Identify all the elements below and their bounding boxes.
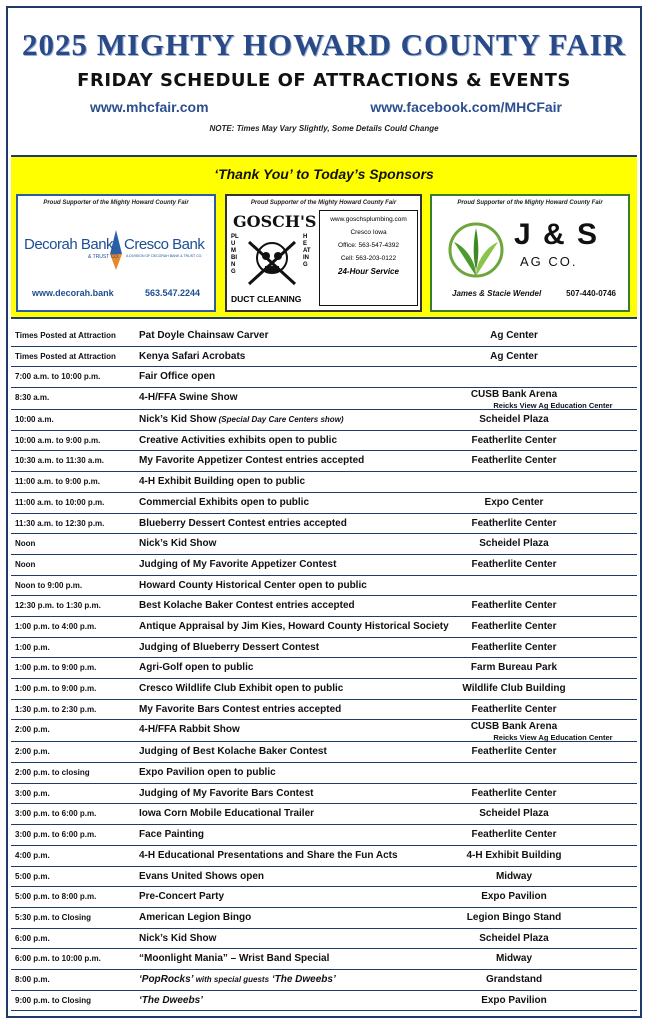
schedule-event	[139, 435, 337, 446]
skull-mascot-icon	[245, 236, 299, 288]
event-title: Howard County Historical Center open to public	[139, 579, 367, 591]
schedule-event	[139, 724, 240, 735]
bank-phone: 563.547.2244	[144, 288, 200, 298]
schedule-row	[11, 451, 637, 472]
schedule-event	[139, 351, 245, 362]
schedule-event	[139, 953, 329, 964]
schedule-location: Expo Pavilion	[481, 891, 547, 903]
schedule-row	[11, 991, 637, 1012]
schedule-event	[139, 662, 253, 673]
schedule-time: 3:00 p.m. to 6:00 p.m.	[15, 809, 97, 819]
schedule-row	[11, 410, 637, 431]
schedule-row	[11, 431, 637, 452]
schedule-row	[11, 534, 637, 555]
event-title: ‘The Dweebs’	[139, 994, 203, 1006]
event-title: Face Painting	[139, 829, 205, 841]
event-title: Nick’s Kid Show	[139, 932, 217, 944]
ad-tagline: Proud Supporter of the Mighty Howard County Fair	[457, 200, 603, 206]
schedule-location: Featherlite Center	[471, 434, 557, 446]
event-note: with special guests	[193, 974, 270, 984]
schedule-time: 5:30 p.m. to Closing	[15, 912, 92, 922]
schedule-time: 1:00 p.m.	[15, 642, 50, 652]
schedule-location: Scheidel Plaza	[479, 538, 549, 550]
schedule-time: 8:00 p.m.	[15, 974, 50, 984]
event-title: Blueberry Dessert Contest entries accepted	[139, 517, 347, 529]
event-guest: ‘The Dweebs’	[269, 973, 336, 985]
event-title: Agri-Golf open to public	[139, 662, 254, 674]
bank-name-right-sub: A DIVISION OF DECORAH BANK & TRUST CO.	[126, 254, 203, 258]
event-title: “Moonlight Mania” – Wrist Band Special	[139, 953, 330, 965]
schedule-event	[139, 371, 215, 382]
event-title: Judging of My Favorite Appetizer Contest	[139, 558, 337, 570]
schedule-event	[139, 683, 343, 694]
duct-cleaning: DUCT CLEANING	[231, 294, 302, 304]
schedule-event	[139, 518, 347, 529]
schedule-time: 11:00 a.m. to 9:00 p.m.	[15, 477, 100, 487]
event-title: Judging of My Favorite Bars Contest	[139, 787, 314, 799]
schedule-time: 6:00 p.m. to 10:00 p.m.	[15, 954, 101, 964]
event-title: ‘PopRocks’	[139, 973, 194, 985]
schedule-event	[139, 455, 364, 466]
schedule-time: 9:00 p.m. to Closing	[15, 995, 92, 1005]
schedule-event	[139, 330, 269, 341]
gosch-name: GOSCH'S	[233, 212, 317, 231]
schedule-time: Noon	[15, 559, 36, 569]
schedule-location: Midway	[495, 870, 533, 882]
schedule-location: Featherlite Center	[471, 455, 557, 467]
leaf-logo-icon	[446, 220, 506, 280]
schedule-row	[11, 846, 637, 867]
schedule-event	[139, 850, 398, 861]
schedule-time: 10:00 a.m. to 9:00 p.m.	[15, 435, 101, 445]
schedule-row	[11, 638, 637, 659]
schedule-row	[11, 887, 637, 908]
schedule-poster	[6, 6, 642, 1018]
schedule-row	[11, 576, 637, 597]
schedule-location: Legion Bingo Stand	[466, 911, 562, 923]
schedule-row	[11, 742, 637, 763]
schedule-row	[11, 970, 637, 991]
schedule-row	[11, 326, 637, 347]
event-title: Best Kolache Baker Contest entries accepted	[139, 600, 355, 612]
schedule-time: 5:00 p.m. to 8:00 p.m.	[15, 892, 97, 902]
js-sub: AG CO.	[520, 254, 578, 269]
schedule-location: CUSB Bank Arena	[470, 389, 558, 401]
sponsor-ad-js-ag	[430, 194, 630, 312]
schedule-event	[139, 974, 336, 985]
sponsor-band	[11, 155, 637, 319]
schedule-time: 8:30 a.m.	[15, 393, 50, 403]
schedule-time: 10:30 a.m. to 11:30 a.m.	[15, 456, 104, 466]
schedule-event	[139, 891, 224, 902]
schedule-event	[139, 995, 203, 1006]
event-title: Creative Activities exhibits open to public	[139, 434, 338, 446]
disclaimer-note: NOTE: Times May Vary Slightly, Some Details Could Change	[209, 124, 439, 133]
schedule-time: 7:00 a.m. to 10:00 p.m.	[15, 372, 101, 382]
event-title: My Favorite Appetizer Contest entries accepted	[139, 455, 365, 467]
event-title: Fair Office open	[139, 371, 216, 383]
schedule-row	[11, 596, 637, 617]
event-title: Pre-Concert Party	[139, 891, 225, 903]
schedule-table	[11, 326, 637, 1011]
bank-name-left: Decorah Bank	[24, 236, 114, 253]
event-title: Expo Pavilion open to public	[139, 767, 276, 779]
plumbing-word: PLUMBING	[231, 234, 239, 275]
schedule-location: CUSB Bank Arena	[470, 721, 558, 733]
gosch-contact-box	[319, 210, 418, 306]
bank-website[interactable]: www.decorah.bank	[32, 288, 114, 298]
schedule-event	[139, 600, 355, 611]
schedule-row	[11, 472, 637, 493]
poster-header	[8, 28, 640, 133]
schedule-location: Expo Center	[484, 496, 544, 508]
schedule-location: Featherlite Center	[471, 746, 557, 758]
event-title: Pat Doyle Chainsaw Carver	[139, 330, 269, 341]
schedule-time: Noon	[15, 539, 36, 549]
schedule-row	[11, 493, 637, 514]
schedule-time: 4:00 p.m.	[15, 850, 50, 860]
schedule-location: Scheidel Plaza	[479, 808, 549, 820]
schedule-time: Noon to 9:00 p.m.	[15, 580, 83, 590]
sponsor-ad-gosch	[225, 194, 422, 312]
schedule-time: 2:00 p.m.	[15, 725, 50, 735]
schedule-event	[139, 559, 336, 570]
event-title: Iowa Corn Mobile Educational Trailer	[139, 808, 315, 820]
schedule-location: Featherlite Center	[471, 829, 557, 841]
schedule-event	[139, 746, 327, 757]
schedule-event	[139, 788, 313, 799]
schedule-event	[139, 621, 449, 632]
event-title: Nick’s Kid Show	[139, 414, 217, 426]
schedule-location: Farm Bureau Park	[470, 662, 558, 674]
schedule-event	[139, 808, 314, 819]
schedule-location: Featherlite Center	[471, 641, 557, 653]
event-title: 4-H/FFA Swine Show	[139, 392, 238, 404]
schedule-row	[11, 763, 637, 784]
schedule-time: 10:00 a.m.	[15, 415, 54, 425]
bank-logo	[18, 224, 214, 274]
schedule-event	[139, 414, 344, 425]
bank-name-left-sub: & TRUST CO.	[88, 254, 120, 260]
schedule-location: Featherlite Center	[471, 620, 557, 632]
schedule-location: Scheidel Plaza	[479, 932, 549, 944]
event-title: Kenya Safari Acrobats	[139, 350, 246, 362]
event-title: Cresco Wildlife Club Exhibit open to public	[139, 683, 344, 694]
schedule-row	[11, 617, 637, 638]
schedule-location: Scheidel Plaza	[479, 414, 549, 426]
schedule-row	[11, 825, 637, 846]
bank-name-right: Cresco Bank	[124, 236, 205, 253]
schedule-row	[11, 555, 637, 576]
schedule-event	[139, 580, 367, 591]
schedule-location: Midway	[495, 953, 533, 965]
schedule-event	[139, 392, 238, 403]
schedule-row	[11, 784, 637, 805]
schedule-event	[139, 642, 319, 653]
gosch-website[interactable]: www.goschsplumbing.com	[330, 216, 407, 223]
event-title: Evans United Shows open	[139, 870, 265, 882]
schedule-event	[139, 767, 276, 778]
schedule-time: 5:00 p.m.	[15, 871, 50, 881]
event-title: Judging of Blueberry Dessert Contest	[139, 641, 320, 653]
page-title: 2025 MIGHTY HOWARD COUNTY FAIR	[21, 27, 627, 62]
schedule-location: Featherlite Center	[471, 787, 557, 799]
schedule-time: 3:00 p.m. to 6:00 p.m.	[15, 830, 97, 840]
schedule-location-detail: Reicks View Ag Education Center	[493, 401, 613, 411]
page-subtitle: FRIDAY SCHEDULE OF ATTRACTIONS & EVENTS	[77, 70, 571, 91]
schedule-time: 11:00 a.m. to 10:00 p.m.	[15, 497, 105, 507]
js-owners: James & Stacie Wendel	[452, 289, 542, 298]
gosch-office: Office: 563-547-4392	[338, 242, 399, 249]
schedule-row	[11, 949, 637, 970]
schedule-location: Featherlite Center	[471, 517, 557, 529]
ad-tagline: Proud Supporter of the Mighty Howard County Fair	[43, 200, 189, 206]
schedule-row	[11, 908, 637, 929]
schedule-location: Expo Pavilion	[481, 994, 547, 1006]
schedule-row	[11, 700, 637, 721]
gosch-cell: Cell: 563-203-0122	[340, 255, 397, 262]
schedule-time: 11:30 a.m. to 12:30 p.m.	[15, 518, 105, 528]
schedule-row	[11, 804, 637, 825]
schedule-event	[139, 933, 216, 944]
schedule-location: Ag Center	[490, 330, 538, 341]
website-link[interactable]: www.mhcfair.com	[90, 99, 209, 115]
ad-tagline: Proud Supporter of the Mighty Howard County Fair	[250, 200, 397, 206]
schedule-location: 4-H Exhibit Building	[466, 849, 562, 861]
schedule-time: Times Posted at Attraction	[15, 351, 116, 361]
schedule-event	[139, 476, 305, 487]
event-title: 4-H Educational Presentations and Share the Fun Acts	[139, 849, 398, 861]
schedule-event	[139, 497, 309, 508]
schedule-row	[11, 867, 637, 888]
event-title: Antique Appraisal by Jim Kies, Howard County Historical Society	[139, 620, 449, 632]
event-title: Commercial Exhibits open to public	[139, 496, 310, 508]
gosch-city: Cresco Iowa	[350, 229, 387, 236]
schedule-event	[139, 871, 264, 882]
links-row	[8, 99, 640, 115]
event-title: Judging of Best Kolache Baker Contest	[139, 746, 327, 758]
schedule-time: 1:30 p.m. to 2:30 p.m.	[15, 704, 97, 714]
schedule-row	[11, 929, 637, 950]
schedule-location: Grandstand	[485, 973, 543, 985]
schedule-location: Featherlite Center	[471, 703, 557, 715]
schedule-row	[11, 658, 637, 679]
js-name: J & S	[514, 218, 600, 251]
schedule-location: Wildlife Club Building	[462, 683, 566, 694]
event-title: American Legion Bingo	[139, 911, 252, 923]
schedule-row	[11, 347, 637, 368]
schedule-time: 3:00 p.m.	[15, 788, 50, 798]
facebook-link[interactable]: www.facebook.com/MHCFair	[370, 99, 562, 115]
schedule-row	[11, 388, 637, 410]
schedule-location: Featherlite Center	[471, 558, 557, 570]
event-title: 4-H/FFA Rabbit Show	[139, 724, 240, 736]
schedule-location-detail: Reicks View Ag Education Center	[493, 733, 613, 743]
sponsor-ad-decorah	[16, 194, 216, 312]
schedule-time: 12:30 p.m. to 1:30 p.m.	[15, 601, 101, 611]
schedule-row	[11, 514, 637, 535]
schedule-time: 6:00 p.m.	[15, 933, 50, 943]
schedule-time: 1:00 p.m. to 4:00 p.m.	[15, 621, 97, 631]
gosch-service: 24-Hour Service	[338, 267, 399, 276]
schedule-event	[139, 829, 204, 840]
event-note: (Special Day Care Centers show)	[216, 415, 344, 425]
heating-word: HEATING	[303, 234, 311, 268]
event-title: Nick’s Kid Show	[139, 538, 217, 550]
event-title: My Favorite Bars Contest entries accepted	[139, 703, 342, 715]
schedule-time: Times Posted at Attraction	[15, 331, 116, 340]
schedule-location: Ag Center	[490, 350, 538, 362]
schedule-time: 1:00 p.m. to 9:00 p.m.	[15, 684, 97, 693]
js-phone: 507-440-0746	[566, 289, 616, 298]
schedule-row	[11, 679, 637, 700]
sponsors-heading: ‘Thank You’ to Today’s Sponsors	[214, 166, 434, 182]
schedule-event	[139, 538, 216, 549]
schedule-time: 2:00 p.m.	[15, 747, 50, 757]
schedule-event	[139, 704, 341, 715]
schedule-time: 2:00 p.m. to closing	[15, 768, 90, 778]
event-title: 4-H Exhibit Building open to public	[139, 476, 306, 488]
schedule-event	[139, 912, 251, 923]
schedule-time: 1:00 p.m. to 9:00 p.m.	[15, 663, 97, 673]
schedule-location: Featherlite Center	[471, 600, 557, 612]
schedule-row	[11, 367, 637, 388]
schedule-row	[11, 720, 637, 742]
